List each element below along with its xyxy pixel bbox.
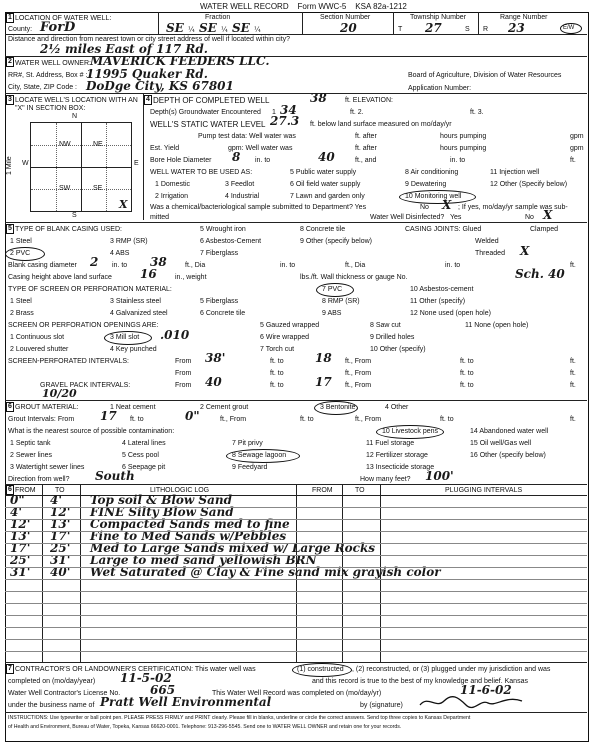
distance-value[interactable]: 2½ miles East of 117 Rd.: [40, 42, 208, 56]
completed-label: completed on (mo/day/year): [8, 678, 96, 685]
screen-pvc-circle: [316, 283, 354, 297]
spi-ft-to2: ft. to: [460, 358, 474, 365]
log-row-to: 12': [50, 505, 71, 519]
pump-after: ft. after: [355, 133, 377, 140]
spi-from-label: From: [175, 358, 192, 365]
diameter-in-to3: in. to: [445, 262, 461, 269]
depth-value[interactable]: 38: [310, 91, 327, 105]
log-row-to: 17': [50, 529, 71, 543]
city-label: City, State, ZIP Code :: [8, 84, 77, 91]
township-label: Township Number: [410, 14, 467, 21]
opening-mill-slot[interactable]: 3 Mill slot: [110, 334, 140, 341]
joints-welded[interactable]: Welded: [475, 238, 499, 245]
opening-continuous[interactable]: 1 Continuous slot: [10, 334, 65, 341]
diameter-value[interactable]: 2: [90, 255, 99, 269]
spi-ft-to3: ft. to: [270, 370, 284, 377]
county-label: County:: [8, 26, 33, 33]
bore-label: Bore Hole Diameter: [150, 157, 212, 164]
chem-label: Was a chemical/bacteriological sample submitted to Department? Yes: [150, 204, 367, 211]
business-label: under the business name of: [8, 702, 95, 709]
section-1-num: 1: [6, 13, 14, 23]
log-row-to: 25': [50, 541, 71, 555]
contam-sewer[interactable]: 2 Sewer lines: [10, 452, 53, 459]
static-label: WELL'S STATIC WATER LEVEL: [150, 120, 266, 129]
opening-louvered[interactable]: 2 Louvered shutter: [10, 346, 69, 353]
section-value[interactable]: 20: [340, 21, 357, 35]
plug-header: PLUGGING INTERVALS: [445, 487, 523, 494]
screen-label: TYPE OF SCREEN OR PERFORATION MATERIAL:: [8, 286, 172, 293]
use-monitoring[interactable]: 10 Monitoring well: [405, 193, 462, 200]
contam-fertilizer[interactable]: 12 Fertilizer storage: [366, 452, 428, 459]
township-t: T: [398, 26, 403, 33]
grid-w: W: [22, 160, 29, 167]
screen-fiberglass[interactable]: 5 Fiberglass: [200, 298, 239, 305]
instructions-1: INSTRUCTIONS: Use typewriter or ball point pen. PLEASE PRESS FIRMLY and PRINT clearly. Please fill in blanks, underline or circle the correct answers. Send top three copies to Kansas Department: [8, 715, 471, 721]
log-row-from: 13': [10, 529, 31, 543]
bore-in-to: in. to: [255, 157, 271, 164]
cert-constructed[interactable]: (1) constructed: [297, 666, 344, 673]
grout-ft-from3: ft., From: [355, 416, 382, 423]
lagoon-circle: [226, 449, 300, 463]
casing-pvc[interactable]: 2 PVC: [10, 250, 31, 257]
county-value[interactable]: ForD: [40, 20, 76, 35]
casing-steel[interactable]: 1 Steel: [10, 238, 32, 245]
gravel-label: GRAVEL PACK INTERVALS:: [40, 382, 131, 389]
diameter-in-to: in. to: [112, 262, 128, 269]
completed-value[interactable]: 11-5-02: [120, 671, 172, 685]
grout-ft-to: ft. to: [130, 416, 144, 423]
pump-hours: hours pumping: [440, 133, 487, 140]
plug-to-header: TO: [355, 487, 365, 494]
spi-ft-to: ft. to: [270, 358, 284, 365]
disinfected-no[interactable]: No: [525, 214, 534, 221]
opening-saw[interactable]: 8 Saw cut: [370, 322, 401, 329]
signature-label: by (signature): [360, 702, 403, 709]
fraction-label: Fraction: [205, 14, 231, 21]
log-row-to: 13': [50, 517, 71, 531]
instructions-2: of Health and Environment, Bureau of Water, Topeka, Kansas 66620-0001. Telephone: 913-296-5545. Send one to WATER WELL OWNER and retain one for your records.: [8, 724, 402, 730]
openings-label: SCREEN OR PERFORATION OPENINGS ARE:: [8, 322, 159, 329]
signature-scribble: [418, 693, 528, 711]
log-num: 6: [6, 485, 14, 495]
use-public[interactable]: 5 Public water supply: [290, 169, 357, 176]
use-other[interactable]: 12 Other (Specify below): [490, 181, 568, 188]
business-value[interactable]: Pratt Well Environmental: [100, 695, 272, 709]
grout-to-value[interactable]: 0": [185, 409, 200, 423]
grout-ft-to3: ft. to: [440, 416, 454, 423]
section-label: Section Number: [320, 14, 371, 21]
contam-lagoon[interactable]: 8 Sewage lagoon: [232, 452, 287, 459]
spi-from-value[interactable]: 38': [205, 351, 226, 365]
locate-label: LOCATE WELL'S LOCATION WITH AN "X" IN SECTION BOX:: [15, 97, 138, 112]
cert-text2: , (2) reconstructed, or (3) plugged under my jurisdiction and was: [352, 666, 551, 673]
log-row-desc: Med to Large Sands mixed w/ Large Rocks: [90, 541, 376, 555]
use-injection[interactable]: 11 Injection well: [490, 169, 540, 176]
bore-value[interactable]: 8: [232, 150, 241, 164]
city-value[interactable]: DoDge City, KS 67801: [86, 79, 234, 93]
yield-gpm2: gpm: [570, 145, 584, 152]
livestock-circle: [376, 425, 444, 439]
bore-to-value[interactable]: 40: [318, 150, 335, 164]
yield-after: ft. after: [355, 145, 377, 152]
disinfected-x: X: [543, 208, 553, 222]
log-row-from: 12': [10, 517, 31, 531]
contam-insecticide[interactable]: 13 Insecticide storage: [366, 464, 435, 471]
grout-ft-to2: ft. to: [300, 416, 314, 423]
screen-pvc[interactable]: 7 PVC: [322, 286, 343, 293]
chem-x: X: [442, 198, 452, 212]
use-domestic[interactable]: 1 Domestic: [155, 181, 191, 188]
elevation-label: ft. ELEVATION:: [345, 97, 393, 104]
depth-label: DEPTH OF COMPLETED WELL: [153, 96, 270, 105]
grout-cement[interactable]: 2 Cement grout: [200, 404, 249, 411]
cert-text1: CONTRACTOR'S OR LANDOWNER'S CERTIFICATION: This water well was: [15, 666, 256, 673]
casing-concrete[interactable]: 8 Concrete tile: [300, 226, 346, 233]
gravel-from-label: From: [175, 382, 192, 389]
gravel-ft-to2: ft. to: [460, 382, 474, 389]
log-row-desc: FINE Silty Blow Sand: [90, 505, 234, 519]
gauge-value[interactable]: Sch. 40: [515, 267, 565, 281]
contam-septic[interactable]: 1 Septic tank: [10, 440, 51, 447]
casing-rmp[interactable]: 3 RMP (SR): [110, 238, 148, 245]
bore-in-to2: in. to: [450, 157, 466, 164]
static-value[interactable]: 27.3: [270, 114, 300, 128]
screen-stainless[interactable]: 3 Stainless steel: [110, 298, 161, 305]
cert-text3: and this record is true to the best of my knowledge and belief. Kansas: [312, 678, 528, 685]
log-row-from: 17': [10, 541, 31, 555]
height-label: Casing height above land surface: [8, 274, 112, 281]
township-s: S: [465, 26, 470, 33]
log-row-from: 0": [10, 493, 25, 507]
constructed-circle: [292, 663, 352, 677]
contam-oilwell[interactable]: 15 Oil well/Gas well: [470, 440, 532, 447]
grout-neat[interactable]: 1 Neat cement: [110, 404, 156, 411]
casing-abs[interactable]: 4 ABS: [110, 250, 130, 257]
diameter-in-to2: in. to: [280, 262, 296, 269]
yield-label: Est. Yield: [150, 145, 180, 152]
chem-if: ; If yes, mo/day/yr sample was sub-: [458, 204, 568, 211]
contam-lateral[interactable]: 4 Lateral lines: [122, 440, 166, 447]
grid-s: S: [72, 212, 77, 219]
opening-none[interactable]: 11 None (open hole): [465, 322, 529, 329]
mill-slot-circle: [104, 331, 152, 345]
section-6-num: 6: [6, 402, 14, 412]
screen-none[interactable]: 12 None used (open hole): [410, 310, 491, 317]
range-r: R: [483, 26, 489, 33]
form-title: WATER WELL RECORD Form WWC-5 KSA 82a-1212: [200, 2, 407, 11]
plug-from-header: FROM: [312, 487, 333, 494]
spi-from-label2: From: [175, 370, 192, 377]
grid-nw: NW: [59, 141, 71, 148]
yield-gpm: gpm: Well water was: [228, 145, 293, 152]
township-value[interactable]: 27: [425, 21, 442, 35]
threaded-x: X: [520, 244, 530, 258]
contam-privy[interactable]: 7 Pit privy: [232, 440, 263, 447]
grout-label: GROUT MATERIAL:: [15, 404, 79, 411]
chem-mitted: mitted: [150, 214, 170, 221]
height-weight: in., weight: [175, 274, 207, 281]
owner-value[interactable]: MAVERICK FEEDERS LLC.: [90, 54, 270, 68]
range-label: Range Number: [500, 14, 548, 21]
contam-seepage[interactable]: 6 Seepage pit: [122, 464, 166, 471]
bentonite-circle: [314, 401, 358, 415]
application-label: Application Number:: [408, 85, 472, 92]
log-to-header: TO: [55, 487, 65, 494]
screen-asbestos[interactable]: 10 Asbestos-cement: [410, 286, 474, 293]
use-industrial[interactable]: 4 Industrial: [225, 193, 260, 200]
log-litho-header: LITHOLOGIC LOG: [150, 487, 210, 494]
address-label: RR#, St. Address, Box # :: [8, 72, 88, 79]
grout-ft-end: ft.: [570, 416, 576, 423]
log-row-to: 31': [50, 553, 71, 567]
spi-to-value[interactable]: 18: [315, 351, 332, 365]
casing-fiberglass[interactable]: 7 Fiberglass: [200, 250, 239, 257]
height-value[interactable]: 16: [140, 267, 157, 281]
static-after: ft. below land surface measured on mo/day/yr: [310, 121, 452, 128]
yield-hours: hours pumping: [440, 145, 487, 152]
gravel-ft-to: ft. to: [270, 382, 284, 389]
use-air[interactable]: 8 Air conditioning: [405, 169, 459, 176]
log-row-from: 4': [10, 505, 23, 519]
spi-ft-from2: ft., From: [345, 358, 372, 365]
log-row-desc: Fine to Med Sands w/Pebbles: [90, 529, 287, 543]
range-value[interactable]: 23: [508, 21, 525, 35]
direction-label: Direction from well?: [8, 476, 70, 483]
contam-watertight[interactable]: 3 Watertight sewer lines: [10, 464, 85, 471]
contam-other[interactable]: 16 Other (specify below): [470, 452, 546, 459]
gravel-ft-end: ft.: [570, 382, 576, 389]
use-dewatering[interactable]: 9 Dewatering: [405, 181, 447, 188]
gravel-ft-from2: ft., From: [345, 382, 372, 389]
gw3-label: ft. 3.: [470, 109, 484, 116]
screen-brass[interactable]: 2 Brass: [10, 310, 34, 317]
mile-label: 1 Mile: [6, 156, 13, 175]
ew-value[interactable]: E/W: [563, 25, 575, 31]
contam-livestock[interactable]: 10 Livestock pens: [382, 428, 439, 435]
height-lbs: lbs./ft. Wall thickness or gauge No.: [300, 274, 408, 281]
spi-ft-end: ft.: [570, 358, 576, 365]
owner-label: WATER WELL OWNER:: [15, 60, 91, 67]
gw1-label: 1: [272, 109, 276, 116]
screen-galvanized[interactable]: 4 Galvanized steel: [110, 310, 168, 317]
disinfected-yes[interactable]: Yes: [450, 214, 462, 221]
bore-ft-end: ft.: [570, 157, 576, 164]
gravel-size[interactable]: 10/20: [42, 387, 77, 400]
diameter-label: Blank casing diameter: [8, 262, 77, 269]
board-label: Board of Agriculture, Division of Water Resources: [408, 72, 562, 79]
screen-abs[interactable]: 9 ABS: [322, 310, 342, 317]
pump-gpm: gpm: [570, 133, 584, 140]
opening-gauzed[interactable]: 5 Gauzed wrapped: [260, 322, 320, 329]
grout-intervals-label: Grout Intervals: From: [8, 416, 75, 423]
diameter-ft-dia: ft., Dia: [345, 262, 366, 269]
grid-n: N: [72, 113, 78, 120]
gw2-label: ft. 2.: [350, 109, 364, 116]
use-label: WELL WATER TO BE USED AS:: [150, 169, 253, 176]
joints-clamped[interactable]: Clamped: [530, 226, 559, 233]
use-feedlot[interactable]: 3 Feedlot: [225, 181, 255, 188]
license-value[interactable]: 665: [150, 683, 176, 697]
casing-wrought[interactable]: 5 Wrought iron: [200, 226, 246, 233]
opening-drilled[interactable]: 9 Drilled holes: [370, 334, 415, 341]
diameter-to-value[interactable]: 38: [150, 255, 167, 269]
spi-label: SCREEN-PERFORATED INTERVALS:: [8, 358, 129, 365]
grid-sw: SW: [59, 185, 71, 192]
grid-se: SE: [93, 185, 103, 192]
groundwater-label: Depth(s) Groundwater Encountered: [150, 109, 261, 116]
section-grid[interactable]: [30, 122, 132, 212]
fraction-values[interactable]: SE ¼ SE ¼ SE ¼: [166, 21, 261, 35]
monitoring-circle: [399, 190, 476, 204]
howmany-value[interactable]: 100': [425, 469, 454, 483]
contamination-label: What is the nearest source of possible contamination:: [8, 428, 175, 435]
opening-key-punched[interactable]: 4 Key punched: [110, 346, 157, 353]
opening-other[interactable]: 10 Other (specify): [370, 346, 426, 353]
spi-ft-to4: ft. to: [460, 370, 474, 377]
grid-e: E: [134, 160, 139, 167]
bore-ftand: ft., and: [355, 157, 377, 164]
diameter-dia2: ft., Dia: [185, 262, 206, 269]
gravel-from-value[interactable]: 40: [205, 375, 222, 389]
section-4-num: 4: [144, 95, 152, 105]
pump-label: Pump test data: Well water was: [198, 133, 296, 140]
grout-ft-from2: ft., From: [220, 416, 247, 423]
record-label: This Water Well Record was completed on (mo/day/yr): [212, 690, 382, 697]
screen-concrete[interactable]: 6 Concrete tile: [200, 310, 246, 317]
section-5-num: 5: [6, 224, 14, 234]
section-3-num: 3: [6, 95, 14, 105]
contam-abandoned[interactable]: 14 Abandoned water well: [470, 428, 549, 435]
grout-from-value[interactable]: 17: [100, 409, 117, 423]
section-7-num: 7: [6, 664, 14, 674]
opening-wire[interactable]: 6 Wire wrapped: [260, 334, 310, 341]
log-row-desc: Wet Saturated @ Clay & Fine sand mix grayish color: [90, 565, 441, 579]
gravel-to-value[interactable]: 17: [315, 375, 332, 389]
location-label: LOCATION OF WATER WELL:: [15, 15, 112, 22]
contam-fuel[interactable]: 11 Fuel storage: [366, 440, 415, 447]
address-value[interactable]: 11995 Quaker Rd.: [86, 67, 208, 81]
screen-other[interactable]: 11 Other (specify): [410, 298, 466, 305]
grout-other[interactable]: 4 Other: [385, 404, 409, 411]
pvc-circle: [5, 247, 45, 261]
log-row-desc: Compacted Sands med to fine: [90, 517, 290, 531]
grout-bentonite[interactable]: 3 Bentonite: [320, 404, 356, 411]
opening-torch[interactable]: 7 Torch cut: [260, 346, 295, 353]
casing-other[interactable]: 9 Other (specify below): [300, 238, 372, 245]
distance-label: Distance and direction from nearest town or city street address of well if located within city?: [8, 36, 291, 43]
use-oilfield[interactable]: 6 Oil field water supply: [290, 181, 361, 188]
screen-rmp[interactable]: 8 RMP (SR): [322, 298, 360, 305]
log-row-desc: Large to med sand yellowish BRN: [90, 553, 317, 567]
howmany-label: How many feet?: [360, 476, 411, 483]
log-row-from: 25': [10, 553, 31, 567]
chem-no[interactable]: No: [420, 204, 429, 211]
record-value[interactable]: 11-6-02: [460, 683, 512, 697]
log-from-header: FROM: [15, 487, 36, 494]
log-row-to: 40': [50, 565, 71, 579]
diameter-ft: ft.: [570, 262, 576, 269]
spi-ft-from3: ft., From: [345, 370, 372, 377]
license-label: Water Well Contractor's License No.: [8, 690, 121, 697]
screen-steel[interactable]: 1 Steel: [10, 298, 32, 305]
use-irrigation[interactable]: 2 Irrigation: [155, 193, 189, 200]
contam-feedyard[interactable]: 9 Feedyard: [232, 464, 268, 471]
log-row-desc: Top soil & Blow Sand: [90, 493, 232, 507]
use-lawn[interactable]: 7 Lawn and garden only: [290, 193, 365, 200]
log-row-to: 4': [50, 493, 63, 507]
direction-value[interactable]: South: [95, 469, 135, 483]
joints-threaded[interactable]: Threaded: [475, 250, 505, 257]
casing-label: TYPE OF BLANK CASING USED:: [15, 226, 122, 233]
contam-cess[interactable]: 5 Cess pool: [122, 452, 159, 459]
disinfected-label: Water Well Disinfected?: [370, 214, 445, 221]
grid-x-mark: X: [119, 198, 128, 211]
log-row-from: 31': [10, 565, 31, 579]
joints-label: CASING JOINTS: Glued: [405, 226, 482, 233]
groundwater-value[interactable]: 34: [280, 103, 297, 117]
spi-ft-end2: ft.: [570, 370, 576, 377]
casing-asbestos[interactable]: 6 Asbestos-Cement: [200, 238, 262, 245]
slot-value[interactable]: .010: [160, 328, 190, 342]
grid-ne: NE: [93, 141, 103, 148]
section-2-num: 2: [6, 57, 14, 67]
